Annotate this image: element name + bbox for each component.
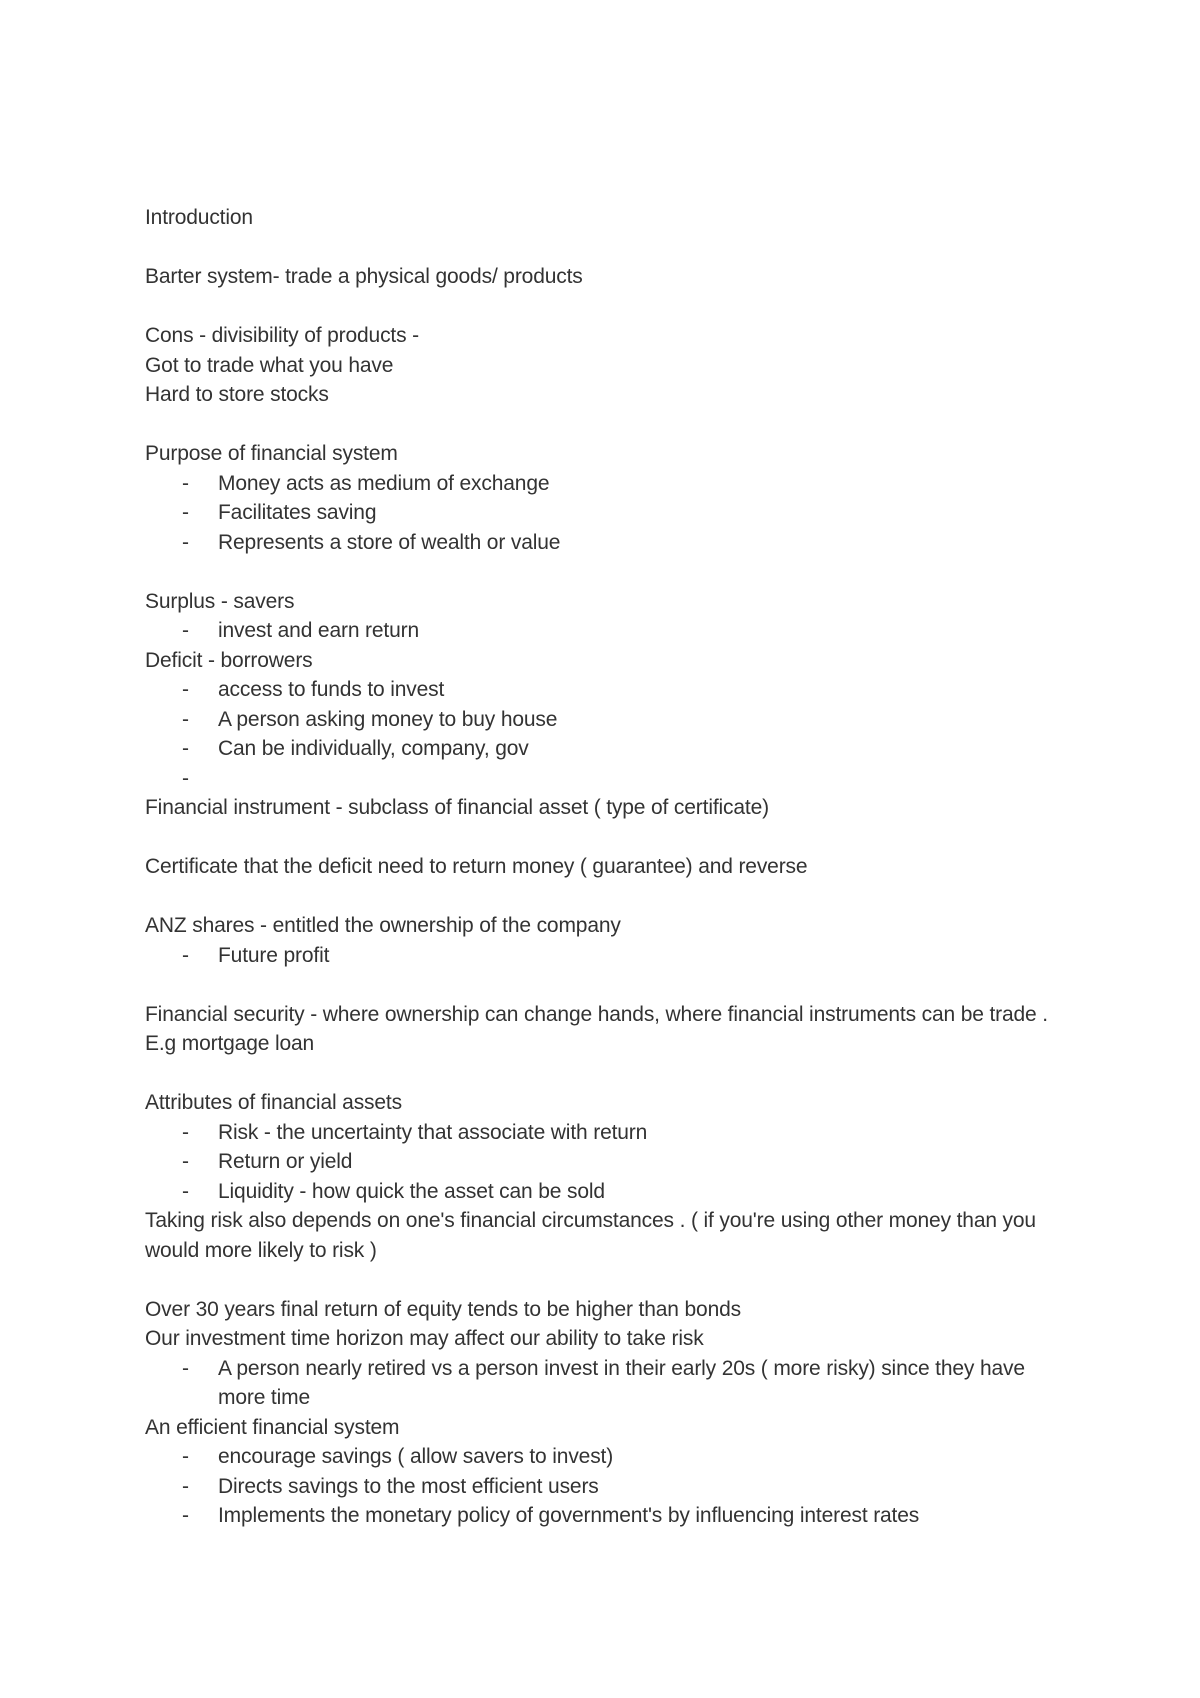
purpose-item xyxy=(145,498,1075,528)
purpose-item xyxy=(145,528,1075,558)
deficit-heading: Deficit - borrowers xyxy=(145,648,313,672)
list-dash: - xyxy=(182,619,189,642)
surplus-heading: Surplus - savers xyxy=(145,589,295,613)
anz-item xyxy=(145,941,1075,971)
attributes-item xyxy=(145,1147,1075,1177)
list-dash: - xyxy=(182,1179,189,1203)
list-dash: - xyxy=(182,471,189,495)
efficient-item-text: encourage savings ( allow savers to invest) xyxy=(218,1445,614,1468)
list-dash: - xyxy=(182,943,189,967)
attributes-item xyxy=(145,1177,1075,1207)
spacer xyxy=(145,1265,1075,1295)
list-dash: - xyxy=(182,1504,189,1527)
horizon-item-text: A person nearly retired vs a person invest in their early 20s ( more risky) since they have more time xyxy=(218,1356,1025,1409)
spacer xyxy=(145,823,1075,853)
efficient-item xyxy=(145,1472,1075,1502)
taking-risk-line: Taking risk also depends on one's financial circumstances . ( if you're using other money than you would more likely to risk ) xyxy=(145,1209,1036,1262)
list-dash: - xyxy=(182,1150,189,1173)
deficit-item xyxy=(145,675,1075,705)
spacer xyxy=(145,882,1075,912)
attributes-item-text: Risk - the uncertainty that associate with return xyxy=(218,1120,648,1144)
purpose-item-text: Represents a store of wealth or value xyxy=(218,530,561,554)
certificate-line: Certificate that the deficit need to return money ( guarantee) and reverse xyxy=(145,855,808,878)
financial-security-line: Financial security - where ownership can change hands, where financial instruments can be trade . E.g mortgage loan xyxy=(145,1002,1048,1055)
efficient-item-text: Directs savings to the most efficient users xyxy=(218,1474,599,1498)
spacer xyxy=(145,970,1075,1000)
list-dash: - xyxy=(182,530,189,554)
list-dash: - xyxy=(182,501,189,524)
attributes-item-text: Return or yield xyxy=(218,1150,353,1173)
spacer xyxy=(145,557,1075,587)
efficient-item xyxy=(145,1442,1075,1472)
spacer xyxy=(145,410,1075,440)
list-dash: - xyxy=(182,1445,189,1468)
spacer xyxy=(145,233,1075,263)
over-30-line: Over 30 years final return of equity tends to be higher than bonds xyxy=(145,1297,741,1321)
list-dash: - xyxy=(182,678,189,701)
spacer xyxy=(145,1059,1075,1089)
barter-line: Barter system- trade a physical goods/ products xyxy=(145,265,583,288)
spacer xyxy=(145,292,1075,322)
deficit-item-text: Can be individually, company, gov xyxy=(218,737,529,760)
efficient-item xyxy=(145,1501,1075,1531)
surplus-item xyxy=(145,616,1075,646)
financial-instrument-line: Financial instrument - subclass of financial asset ( type of certificate) xyxy=(145,796,769,819)
surplus-item-text: invest and earn return xyxy=(218,619,419,642)
attributes-heading: Attributes of financial assets xyxy=(145,1091,402,1114)
cons-line: Cons - divisibility of products - xyxy=(145,324,419,347)
efficient-item-text: Implements the monetary policy of government's by influencing interest rates xyxy=(218,1504,920,1527)
document-body xyxy=(145,203,1075,1531)
deficit-item xyxy=(145,705,1075,735)
list-dash: - xyxy=(182,1120,189,1144)
anz-heading: ANZ shares - entitled the ownership of the company xyxy=(145,914,621,937)
horizon-item xyxy=(145,1354,1075,1413)
purpose-item-text: Facilitates saving xyxy=(218,501,377,524)
horizon-heading: Our investment time horizon may affect our ability to take risk xyxy=(145,1327,704,1350)
cons-line: Hard to store stocks xyxy=(145,383,329,406)
list-dash: - xyxy=(182,707,189,731)
purpose-item xyxy=(145,469,1075,499)
deficit-item xyxy=(145,734,1075,764)
list-dash: - xyxy=(182,766,189,790)
list-dash: - xyxy=(182,1356,189,1380)
list-dash: - xyxy=(182,1474,189,1498)
anz-item-text: Future profit xyxy=(218,943,330,967)
attributes-item xyxy=(145,1118,1075,1148)
purpose-heading: Purpose of financial system xyxy=(145,442,398,465)
deficit-item-text: access to funds to invest xyxy=(218,678,445,701)
deficit-item-text: A person asking money to buy house xyxy=(218,707,558,731)
cons-line: Got to trade what you have xyxy=(145,353,394,377)
efficient-heading: An efficient financial system xyxy=(145,1415,400,1439)
list-dash: - xyxy=(182,737,189,760)
intro-heading: Introduction xyxy=(145,206,253,229)
attributes-item-text: Liquidity - how quick the asset can be sold xyxy=(218,1179,605,1203)
deficit-item xyxy=(145,764,1075,794)
purpose-item-text: Money acts as medium of exchange xyxy=(218,471,550,495)
